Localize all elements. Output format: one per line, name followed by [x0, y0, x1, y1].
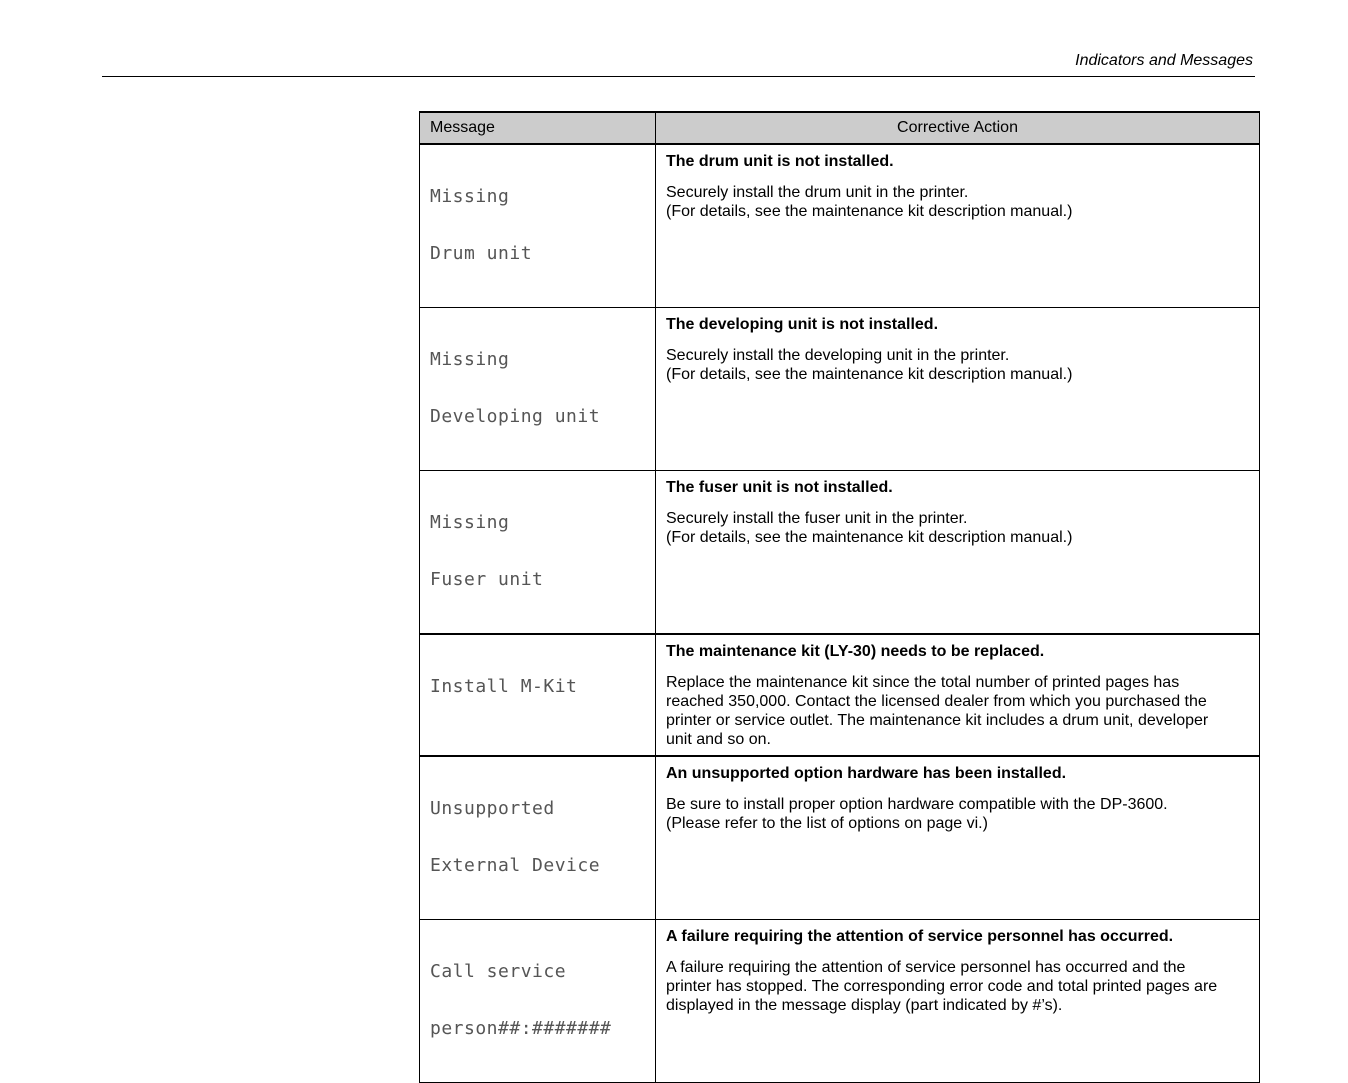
action-cell: [656, 471, 1260, 635]
running-header: Indicators and Messages: [1075, 52, 1253, 69]
action-title: A failure requiring the attention of service personnel has occurred.: [666, 928, 1174, 945]
description-line: Replace the maintenance kit since the total number of printed pages has: [666, 674, 1180, 691]
action-cell: [656, 756, 1260, 920]
message-line: Developing unit: [430, 406, 601, 427]
action-title: An unsupported option hardware has been installed.: [666, 765, 1067, 782]
table-row: [420, 308, 1260, 471]
action-cell: [656, 144, 1260, 308]
action-title: The drum unit is not installed.: [666, 153, 894, 170]
message-line: person##:#######: [430, 1018, 612, 1039]
message-line: Unsupported: [430, 798, 555, 819]
description-line: Securely install the fuser unit in the printer.: [666, 510, 968, 527]
action-description: [666, 346, 1249, 384]
message-line: Missing: [430, 349, 510, 370]
action-title: The fuser unit is not installed.: [666, 479, 893, 496]
message-cell: [420, 756, 656, 920]
action-description: [666, 509, 1249, 547]
message-cell: [420, 920, 656, 1083]
message-line: Drum unit: [430, 243, 533, 264]
table-row: [420, 471, 1260, 635]
column-header-corrective-action: Corrective Action: [656, 112, 1260, 144]
message-cell: [420, 634, 656, 756]
action-title: The maintenance kit (LY-30) needs to be replaced.: [666, 643, 1045, 660]
message-line: Missing: [430, 186, 510, 207]
action-cell: [656, 920, 1260, 1083]
description-line: (Please refer to the list of options on page vi.): [666, 815, 988, 832]
action-title: The developing unit is not installed.: [666, 316, 939, 333]
table-row: [420, 756, 1260, 920]
description-line: displayed in the message display (part indicated by #’s).: [666, 997, 1063, 1014]
description-line: unit and so on.: [666, 731, 771, 748]
action-description: [666, 795, 1249, 833]
description-line: printer has stopped. The corresponding error code and total printed pages are: [666, 978, 1218, 995]
description-line: A failure requiring the attention of service personnel has occurred and the: [666, 959, 1186, 976]
message-cell: [420, 144, 656, 308]
description-line: reached 350,000. Contact the licensed dealer from which you purchased the: [666, 693, 1207, 710]
description-line: Be sure to install proper option hardware compatible with the DP-3600.: [666, 796, 1168, 813]
description-line: Securely install the drum unit in the printer.: [666, 184, 969, 201]
message-line: External Device: [430, 855, 601, 876]
table-header-row: [420, 112, 1260, 144]
messages-table: [419, 111, 1260, 1083]
message-line: Missing: [430, 512, 510, 533]
description-line: (For details, see the maintenance kit description manual.): [666, 203, 1073, 220]
message-cell: [420, 471, 656, 635]
action-cell: [656, 634, 1260, 756]
message-line: Fuser unit: [430, 569, 544, 590]
action-description: [666, 958, 1249, 1015]
column-header-message: Message: [420, 112, 656, 144]
message-line: Call service: [430, 961, 567, 982]
description-line: printer or service outlet. The maintenance kit includes a drum unit, developer: [666, 712, 1209, 729]
header-rule: [102, 76, 1255, 77]
message-line: Install M-Kit: [430, 676, 578, 697]
message-cell: [420, 308, 656, 471]
description-line: (For details, see the maintenance kit description manual.): [666, 529, 1073, 546]
action-description: [666, 183, 1249, 221]
action-cell: [656, 308, 1260, 471]
table-row: [420, 634, 1260, 756]
table-row: [420, 920, 1260, 1083]
description-line: Securely install the developing unit in the printer.: [666, 347, 1010, 364]
action-description: [666, 673, 1249, 749]
table-row: [420, 144, 1260, 308]
description-line: (For details, see the maintenance kit description manual.): [666, 366, 1073, 383]
